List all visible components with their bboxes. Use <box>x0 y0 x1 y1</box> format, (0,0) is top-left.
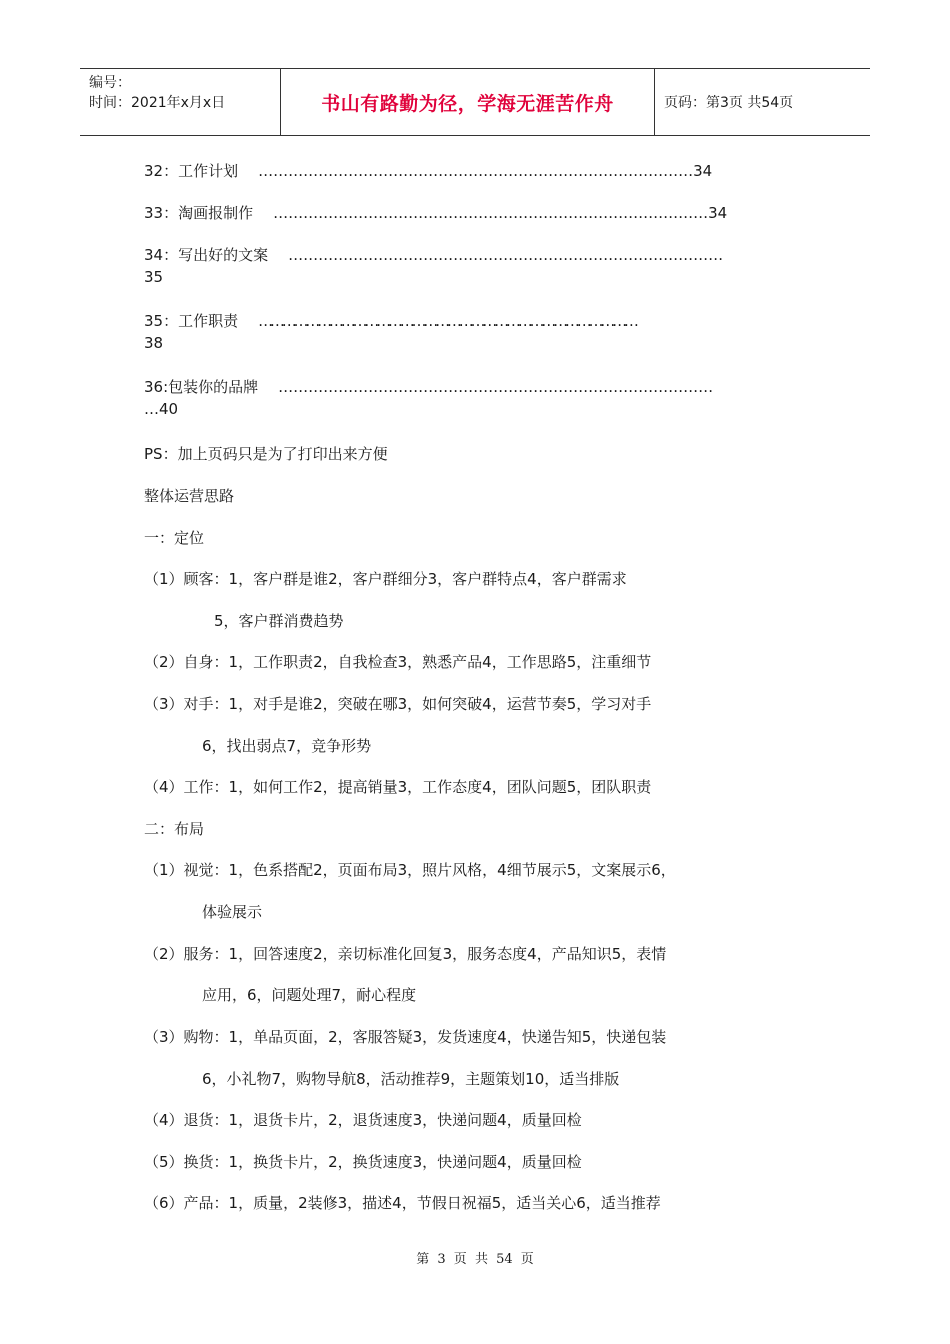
paragraph-line: （3）对手：1，对手是谁2，突破在哪3，如何突破4，运营节奏5，学习对手 <box>144 695 652 713</box>
footer-total-pages: 54 <box>496 1252 513 1267</box>
paragraph-line: （2）自身：1，工作职责2，自我检查3，熟悉产品4，工作思路5，注重细节 <box>144 653 652 671</box>
paragraph-line: 应用，6，问题处理7，耐心程度 <box>202 986 417 1004</box>
paragraph-line: （2）服务：1，回答速度2，亲切标准化回复3，服务态度4，产品知识5，表情 <box>144 945 667 963</box>
footer-text: 页 <box>453 1252 467 1267</box>
paragraph-line: 体验展示 <box>202 903 263 921</box>
paragraph-line: （1）视觉：1，色系搭配2，页面布局3，照片风格，4细节展示5，文案展示6， <box>144 861 676 879</box>
section-heading: 二：布局 <box>144 820 205 838</box>
toc-page: 34 <box>693 162 713 180</box>
toc-label: 33：淘画报制作 <box>144 204 254 222</box>
ps-note: PS：加上页码只是为了打印出来方便 <box>144 445 388 463</box>
paragraph-line: 6，小礼物7，购物导航8，活动推荐9，主题策划10，适当排版 <box>202 1070 620 1088</box>
toc-dots: …………………………………………………………………………… <box>278 378 714 396</box>
toc-label: 35：工作职责 <box>144 312 239 330</box>
toc-label: 36:包装你的品牌 <box>144 378 259 396</box>
toc-label: 32：工作计划 <box>144 162 239 180</box>
toc-dots: …………………………………………………………………………… <box>288 246 724 264</box>
paragraph-line: （6）产品：1，质量，2装修3，描述4，节假日祝福5，适当关心6，适当推荐 <box>144 1194 661 1212</box>
toc-dots: …………………………………………………………………………………… <box>258 312 636 330</box>
footer-text: 第 <box>416 1252 430 1267</box>
footer-page-number: 3 <box>437 1252 446 1267</box>
header-motto-cell <box>281 69 655 135</box>
toc-dots: …………………………………………………………………………… <box>273 204 709 222</box>
document-date: 时间：2021年x月x日 <box>89 95 226 111</box>
toc-entry <box>144 310 636 331</box>
toc-page: 38 <box>144 334 164 352</box>
paragraph-line: 6，找出弱点7，竞争形势 <box>202 737 372 755</box>
toc-page: 34 <box>708 204 728 222</box>
toc-entry <box>144 202 727 223</box>
paragraph-line: （5）换货：1，换货卡片，2，换货速度3，快递问题4，质量回检 <box>144 1153 582 1171</box>
footer-text: 页 <box>520 1252 534 1267</box>
toc-label: 34：写出好的文案 <box>144 246 269 264</box>
toc-entry <box>144 244 723 265</box>
paragraph-line: （4）退货：1，退货卡片，2，退货速度3，快递问题4，质量回检 <box>144 1111 582 1129</box>
header-motto: 书山有路勤为径，学海无涯苦作舟 <box>321 92 614 115</box>
header-page-number: 页码：第3页 共54页 <box>664 95 794 111</box>
header-page-cell <box>655 69 870 135</box>
toc-page: 35 <box>144 268 164 286</box>
toc-dots: …………………………………………………………………………… <box>258 162 694 180</box>
page-header <box>80 68 870 136</box>
paragraph-line: （4）工作：1，如何工作2，提高销量3，工作态度4，团队问题5，团队职责 <box>144 778 652 796</box>
paragraph-line: （1）顾客：1，客户群是谁2，客户群细分3，客户群特点4，客户群需求 <box>144 570 627 588</box>
header-meta <box>80 69 281 135</box>
section-heading: 整体运营思路 <box>144 487 235 505</box>
footer-text: 共 <box>474 1252 488 1267</box>
toc-entry <box>144 160 712 181</box>
paragraph-line: 5，客户群消费趋势 <box>214 612 344 630</box>
toc-entry <box>144 376 713 397</box>
paragraph-line: （3）购物：1，单品页面，2，客服答疑3，发货速度4，快递告知5，快递包装 <box>144 1028 667 1046</box>
section-heading: 一：定位 <box>144 529 205 547</box>
toc-page: …40 <box>144 400 179 418</box>
document-number: 编号： <box>89 75 131 91</box>
page-footer <box>0 1248 950 1267</box>
